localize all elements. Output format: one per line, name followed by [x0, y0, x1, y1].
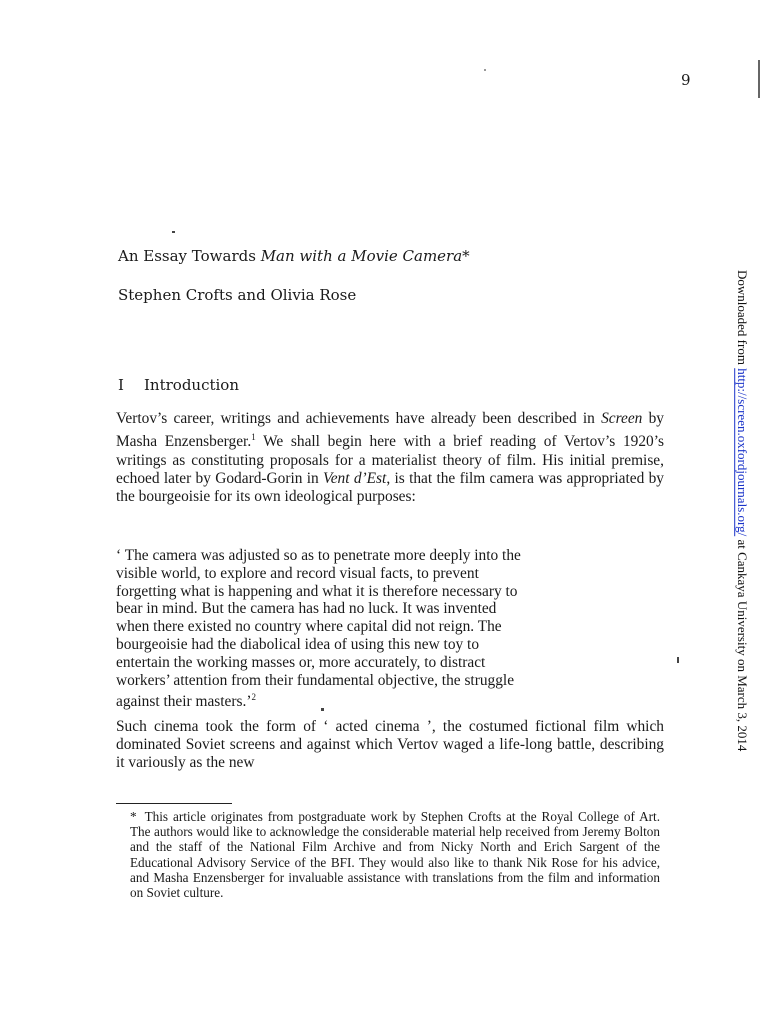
- download-watermark: [734, 270, 750, 751]
- journal-name: Screen: [601, 410, 643, 427]
- quote-line: entertain the working masses or, more accurately, to distract: [116, 653, 486, 671]
- film-title: Vent d’Est: [323, 469, 387, 487]
- title-prefix: An Essay Towards: [118, 247, 261, 265]
- quote-line-last: [116, 689, 664, 711]
- footnote-text: This article originates from postgraduate work by Stephen Crofts at the Royal College of Art. The authors would like to acknowledge the considerable material help received from Jeremy Bolton and the staff of the National Film Archive and from Nicky North and Erich Sargent of the Educational Advisory Service of the BFI. They would also like to thank Nik Rose for his advice, and Masha Enzensberger for invaluable assistance with translations from the film and information on Soviet culture.: [130, 809, 660, 901]
- section-number: I: [118, 376, 124, 394]
- download-suffix: at Cankaya University on March 3, 2014: [735, 536, 750, 752]
- page-number: 9: [681, 71, 691, 89]
- quote-line: bourgeoisie had the diabolical idea of using this new toy to: [116, 635, 480, 653]
- quote-line: visible world, to explore and record visual facts, to prevent: [116, 564, 479, 582]
- footnote-ref-1: 1: [251, 432, 256, 443]
- footnote-mark: *: [130, 809, 137, 824]
- scan-speck: [758, 60, 760, 98]
- article-title: [118, 247, 470, 265]
- footnote-ref-2: 2: [251, 692, 256, 703]
- title-footnote-mark: *: [462, 247, 470, 265]
- footnote: [130, 809, 660, 900]
- footnote-divider: [116, 803, 232, 804]
- paragraph-intro-a: Vertov’s career, writings and achievements have already been described in: [116, 410, 602, 427]
- quote-line: bear in mind. But the camera has had no luck. It was invented: [116, 600, 497, 618]
- scan-speck: [172, 231, 175, 233]
- article-authors: Stephen Crofts and Olivia Rose: [118, 286, 357, 304]
- paragraph-intro-c: We shall begin here with a brief reading of Vertov’s 1920’s writings as constituting proposals for a materialist theory of film. His initial premise, echoed later by Godard-Gorin in: [116, 433, 664, 487]
- paragraph-intro: [116, 410, 664, 506]
- quote-line: against their masters.’: [116, 693, 252, 711]
- scan-speck: [677, 657, 679, 663]
- journal-link[interactable]: http://screen.oxfordjournals.org/: [735, 368, 750, 537]
- paragraph-acted-cinema: Such cinema took the form of ‘ acted cinema ’, the costumed fictional film which dominated Soviet screens and against which Vertov waged a life-long battle, describing it variously as the new: [116, 718, 664, 772]
- quote-line: forgetting what is happening and what it is therefore necessary to: [116, 582, 518, 600]
- scan-speck: [321, 708, 324, 711]
- section-title: Introduction: [144, 376, 239, 394]
- quote-line: workers’ attention from their fundamental objective, the struggle: [116, 671, 515, 689]
- scan-speck: [484, 69, 486, 71]
- block-quote: [116, 547, 664, 711]
- title-italic: Man with a Movie Camera: [260, 247, 463, 265]
- paragraph-intro-d: , is that the film camera was appropriated by the bourgeoisie for its own ideological purposes:: [116, 469, 664, 505]
- quote-line: ‘ The camera was adjusted so as to penetrate more deeply into the: [116, 547, 521, 564]
- paragraph-intro-b: by Masha Enzensberger.: [116, 410, 664, 451]
- download-prefix: Downloaded from: [735, 270, 750, 369]
- section-heading: [118, 376, 239, 394]
- quote-line: when there existed no country where capital did not reign. The: [116, 618, 502, 636]
